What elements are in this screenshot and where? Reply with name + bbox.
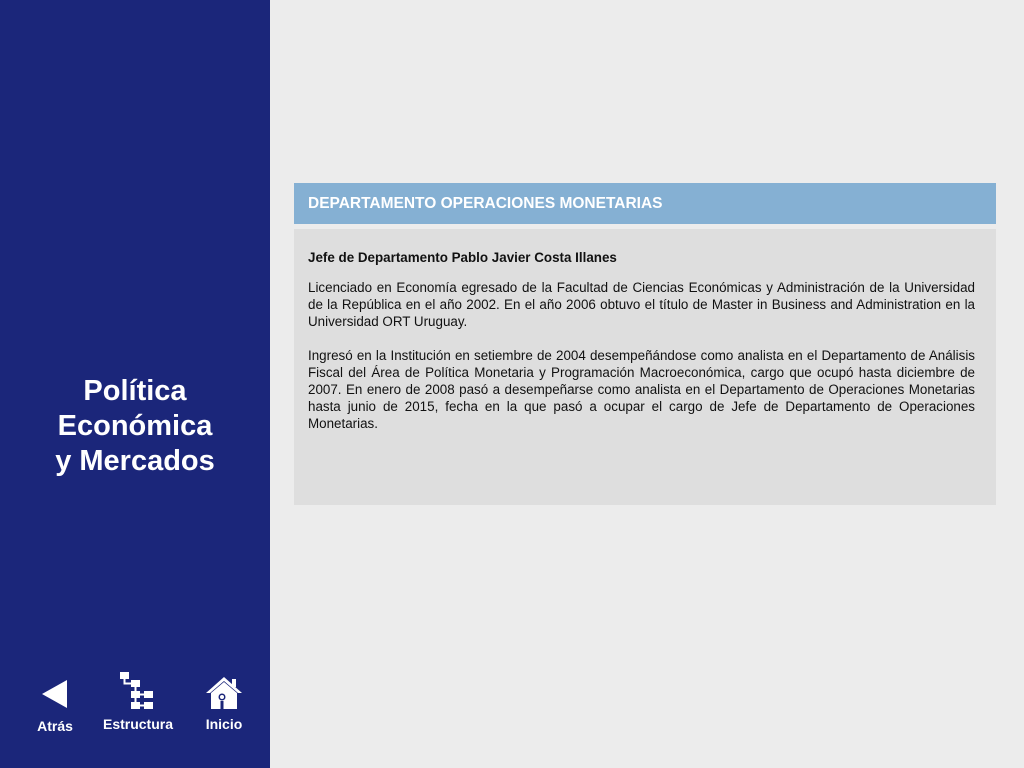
department-header: DEPARTAMENTO OPERACIONES MONETARIAS (294, 183, 996, 224)
back-button[interactable] (30, 678, 80, 734)
department-panel (294, 229, 996, 505)
section-title-line-3: y Mercados (55, 445, 215, 477)
bio-paragraph-2: Ingresó en la Institución en setiembre de 2004 desempeñándose como analista en el Departamento de Análisis Fiscal del Área de Política Monetaria y Programación Macroeconómica, cargo que ocupó hasta diciembre de 2007. En enero de 2008 pasó a desempeñarse como analista en el Departamento de Operaciones Monetarias hasta junio de 2015, fecha en la que pasó a ocupar el cargo de Jefe de Departamento de Operaciones Monetarias. (308, 348, 975, 431)
department-head-line: Jefe de Departamento Pablo Javier Costa Illanes (308, 250, 617, 265)
section-title-line-2: Económica (57, 410, 213, 442)
back-button-label: Atrás (37, 718, 73, 734)
back-arrow-icon (39, 678, 71, 710)
home-button[interactable] (198, 675, 250, 732)
home-button-label: Inicio (205, 716, 243, 732)
org-chart-icon (118, 670, 158, 710)
structure-button-label: Estructura (102, 716, 174, 732)
structure-button[interactable] (100, 670, 176, 732)
section-title (0, 374, 270, 479)
section-title-line-1: Política (83, 375, 187, 407)
bio-paragraph-1: Licenciado en Economía egresado de la Facultad de Ciencias Económicas y Administración de la Universidad de la República en el año 2002. En el año 2006 obtuvo el título de Master in Business and Administration en la Universidad ORT Uruguay. (308, 280, 975, 329)
sidebar (0, 0, 270, 768)
home-icon (204, 675, 244, 711)
